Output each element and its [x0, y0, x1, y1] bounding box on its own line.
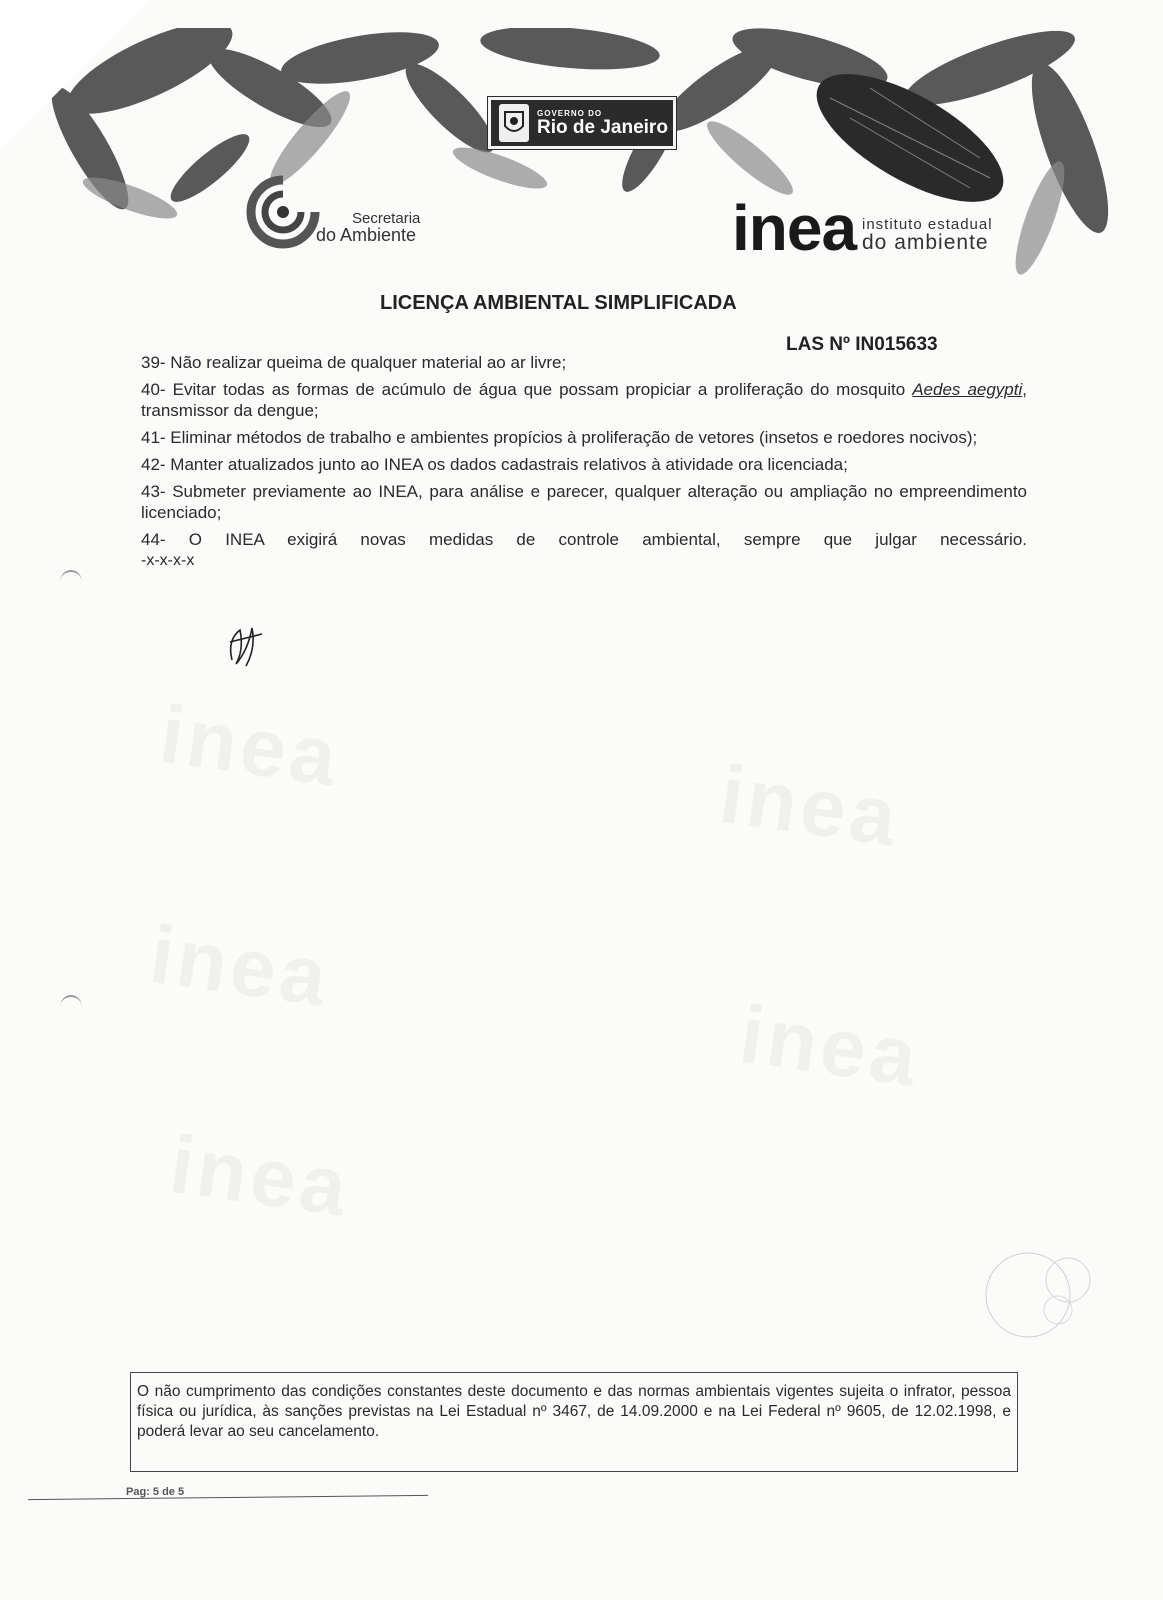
inea-sub1: instituto estadual [862, 216, 993, 233]
signature [222, 620, 272, 675]
watermark-text [164, 1118, 355, 1236]
end-mark: -x-x-x-x [141, 552, 195, 569]
condition-text: 40- Evitar todas as formas de acúmulo de água que possam propiciar a proliferação do mosquito [141, 380, 913, 399]
watermark-text [734, 988, 925, 1106]
gov-big-text: Rio de Janeiro [537, 116, 668, 138]
secretaria-logo-text [316, 211, 420, 244]
condition-item: 39- Não realizar queima de qualquer material ao ar livre; [141, 353, 567, 372]
secretaria-line1: Secretaria [352, 210, 421, 227]
inea-sub2: do ambiente [862, 231, 989, 254]
watermark-text [714, 748, 905, 866]
rio-crest-icon [499, 104, 529, 142]
condition-text: , transmissor da dengue; [141, 380, 1027, 420]
legal-notice-box: O não cumprimento das condições constantes deste documento e das normas ambientais vigentes sujeita o infrator, pessoa física ou jurídica, às sanções previstas na Lei Estadual nº 3467, de 14.09.2000 e na Lei Federal nº 9605, de 12.02.1998, e poderá levar ao seu cancelamento. [130, 1372, 1018, 1472]
punch-hole [60, 995, 82, 1019]
governo-rio-logo [488, 97, 676, 149]
condition-item: 43- Submeter previamente ao INEA, para análise e parecer, qualquer alteração ou ampliação no empreendimento licenciado; [141, 482, 1027, 522]
species-name: Aedes aegypti [912, 380, 1023, 399]
condition-item: 42- Manter atualizados junto ao INEA os dados cadastrais relativos à atividade ora licenciada; [141, 455, 848, 474]
inea-subtitle [862, 217, 993, 253]
secretaria-swirl-icon [243, 172, 323, 252]
punch-hole [60, 570, 82, 594]
document-title: LICENÇA AMBIENTAL SIMPLIFICADA [380, 292, 737, 314]
condition-item: 41- Eliminar métodos de trabalho e ambientes propícios à proliferação de vetores (insetos e roedores nocivos); [141, 428, 978, 447]
decorative-circles [978, 1240, 1098, 1355]
inea-logo: inea [732, 192, 857, 264]
gov-small-text: GOVERNO DO [537, 108, 603, 118]
page-number: Pag: 5 de 5 [126, 1486, 185, 1498]
condition-item: 44- O INEA exigirá novas medidas de controle ambiental, sempre que julgar necessário. [141, 530, 1027, 549]
footer-line [28, 1495, 428, 1500]
watermark-text [144, 908, 335, 1026]
secretaria-line2: do Ambiente [316, 225, 417, 245]
folded-corner [0, 0, 150, 150]
watermark-text [154, 688, 345, 806]
license-number: LAS Nº IN015633 [786, 334, 938, 355]
condition-item [141, 379, 1027, 421]
conditions-list [141, 352, 1027, 571]
